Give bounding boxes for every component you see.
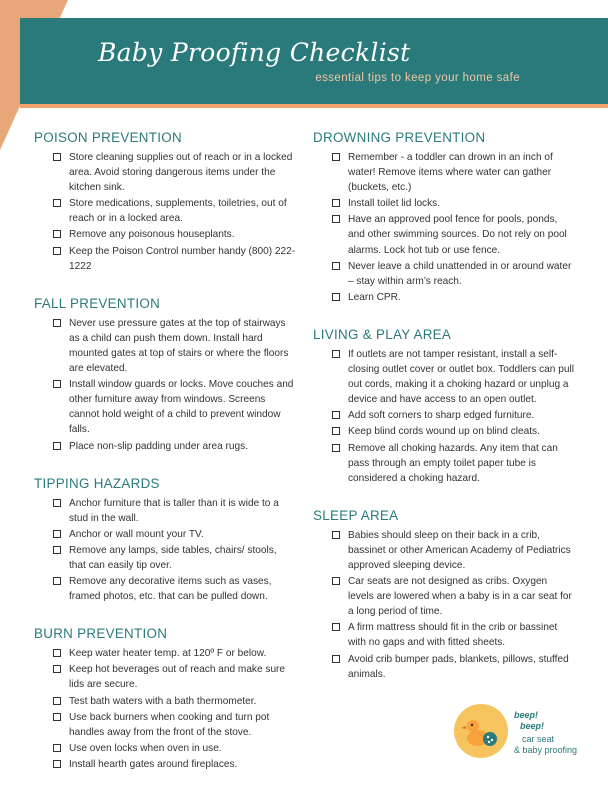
checklist-item-text: Test bath waters with a bath thermometer.: [69, 695, 257, 707]
checklist-item: [34, 439, 296, 454]
section-title: POISON PREVENTION: [34, 130, 182, 145]
checklist-item: [34, 244, 296, 274]
checklist-item-text: Install hearth gates around fireplaces.: [69, 758, 238, 770]
checklist: [34, 150, 296, 274]
checklist-item: [34, 741, 296, 756]
checklist: [34, 316, 296, 454]
checkbox-icon[interactable]: [332, 531, 340, 539]
duck-logo-icon: [454, 704, 508, 758]
checklist-item-text: Place non-slip padding under area rugs.: [69, 440, 249, 452]
checklist-item: [34, 574, 296, 604]
checklist-item: [34, 662, 296, 692]
checklist-item: [34, 543, 296, 573]
checkbox-icon[interactable]: [332, 444, 340, 452]
checkbox-icon[interactable]: [332, 427, 340, 435]
checklist-item: [313, 150, 575, 195]
section-title: LIVING & PLAY AREA: [313, 326, 452, 342]
checkbox-icon[interactable]: [53, 713, 61, 721]
checklist: [313, 150, 575, 305]
checklist-item: [313, 620, 575, 650]
checkbox-icon[interactable]: [332, 153, 340, 161]
logo-baby-proofing-text: & baby proofing: [514, 745, 578, 755]
checklist-item-text: Use oven locks when oven in use.: [69, 742, 222, 754]
section-tipping-hazards: [34, 476, 296, 605]
logo-car-seat-text: car seat: [522, 734, 555, 744]
logo-beep-text: beep!: [520, 721, 545, 731]
section-poison-prevention: [34, 130, 296, 274]
checklist-item-text: A firm mattress should fit in the crib or bassinet with no gaps and with fitted sheets.: [348, 622, 558, 649]
checklist-item-text: Anchor or wall mount your TV.: [69, 528, 204, 540]
section-drowning-prevention: [313, 130, 575, 305]
checklist-item-text: Use back burners when cooking and turn pot handles away from the front of the stove.: [69, 711, 270, 738]
checklist-item-text: Remove any decorative items such as vases, framed photos, etc. that can be pulled down.: [69, 576, 272, 603]
checklist-item-text: Avoid crib bumper pads, blankets, pillows, stuffed animals.: [348, 653, 569, 680]
brand-logo: [454, 704, 594, 760]
checklist-item-text: Keep hot beverages out of reach and make sure lids are secure.: [69, 664, 286, 691]
checklist-item: [34, 694, 296, 709]
checklist-item-text: Remove all choking hazards. Any item that can pass through an empty toilet paper tube is considered a choking hazard.: [348, 442, 558, 484]
checklist-item-text: Install window guards or locks. Move couches and other furniture away from windows. Screens cannot hold weight of a child to prevent window falls.: [69, 379, 294, 436]
checkbox-icon[interactable]: [332, 411, 340, 419]
checkbox-icon[interactable]: [332, 199, 340, 207]
checkbox-icon[interactable]: [53, 153, 61, 161]
checklist-item-text: Remove any poisonous houseplants.: [69, 229, 235, 241]
checklist-item-text: Store medications, supplements, toiletries, out of reach or in a locked area.: [69, 198, 287, 225]
checklist-item: [34, 196, 296, 226]
checkbox-icon[interactable]: [53, 499, 61, 507]
checklist-item-text: Store cleaning supplies out of reach or in a locked area. Avoid storing dangerous items under the kitchen sink.: [69, 152, 293, 194]
left-column: [34, 130, 296, 788]
checklist-item-text: Never use pressure gates at the top of stairways as a child can push them down. Install hard mounted gates at top of stairs or where the floors are elevated.: [69, 317, 289, 375]
section-title: BURN PREVENTION: [34, 626, 168, 642]
checkbox-icon[interactable]: [53, 247, 61, 255]
page-subtitle: essential tips to keep your home safe: [315, 72, 520, 84]
checkbox-icon[interactable]: [53, 665, 61, 673]
section-living-play-area: [313, 327, 575, 486]
page-title: Baby Proofing Checklist: [98, 38, 411, 67]
checkbox-icon[interactable]: [53, 760, 61, 768]
checklist-item-text: Add soft corners to sharp edged furniture.: [348, 410, 535, 422]
checkbox-icon[interactable]: [53, 530, 61, 538]
checklist-item: [34, 377, 296, 437]
checklist-item-text: Anchor furniture that is taller than it is wide to a stud in the wall.: [69, 497, 279, 524]
checklist-item-text: Remember - a toddler can drown in an inch of water! Remove items where water can gather (buckets, etc.): [348, 152, 553, 194]
checkbox-icon[interactable]: [53, 577, 61, 585]
checkbox-icon[interactable]: [332, 655, 340, 663]
checklist-item-text: Never leave a child unattended in or around water – stay within arm’s reach.: [348, 260, 572, 287]
checklist-item-text: Install toilet lid locks.: [348, 198, 441, 210]
checklist-item: [34, 316, 296, 376]
checklist-item-text: Learn CPR.: [348, 291, 401, 303]
checklist-item-text: If outlets are not tamper resistant, install a self-closing outlet cover or outlet box. Toddlers can pull out cords, making it a choking hazard or unplug a device and have access to an open outlet.: [348, 348, 574, 406]
checkbox-icon[interactable]: [332, 262, 340, 270]
checklist: [34, 496, 296, 605]
checklist-item: [313, 424, 575, 439]
checkbox-icon[interactable]: [53, 649, 61, 657]
checklist-item: [313, 652, 575, 682]
section-title: FALL PREVENTION: [34, 295, 161, 311]
checklist-item-text: Keep the Poison Control number handy (800) 222-1222: [69, 245, 296, 272]
checklist-item: [313, 441, 575, 486]
checkbox-icon[interactable]: [53, 744, 61, 752]
checkbox-icon[interactable]: [332, 350, 340, 358]
checklist-item: [34, 710, 296, 740]
header-banner: [20, 18, 608, 104]
checkbox-icon[interactable]: [53, 319, 61, 327]
section-title: TIPPING HAZARDS: [34, 475, 160, 491]
checkbox-icon[interactable]: [53, 380, 61, 388]
checklist-item: [34, 646, 296, 661]
right-column: [313, 130, 575, 704]
checklist-item-text: Keep water heater temp. at 120º F or below.: [69, 648, 267, 660]
header-rule: [20, 104, 608, 108]
checklist-item-text: Have an approved pool fence for pools, ponds, and other swimming sources. Do not rely on pool alarms. Lock hot tub or use fence.: [348, 214, 567, 256]
checklist-item: [34, 227, 296, 242]
checkbox-icon[interactable]: [53, 697, 61, 705]
checklist-item-text: Car seats are not designed as cribs. Oxygen levels are lowered when a baby is in a car seat for a long period of time.: [348, 576, 572, 618]
checkbox-icon[interactable]: [53, 442, 61, 450]
checkbox-icon[interactable]: [332, 215, 340, 223]
checklist-item: [313, 212, 575, 257]
checklist-item: [313, 408, 575, 423]
checklist-item-text: Babies should sleep on their back in a crib, bassinet or other American Academy of Pediatrics approved sleeping device.: [348, 529, 571, 571]
checklist-item: [313, 528, 575, 573]
checklist-item-text: Remove any lamps, side tables, chairs/ stools, that can easily tip over.: [69, 544, 277, 571]
checklist-item: [34, 527, 296, 542]
checklist-item: [34, 150, 296, 195]
section-title: DROWNING PREVENTION: [313, 130, 486, 145]
checkbox-icon[interactable]: [332, 293, 340, 301]
section-fall-prevention: [34, 296, 296, 454]
checklist: [313, 528, 575, 682]
section-burn-prevention: [34, 626, 296, 772]
checklist-item: [313, 290, 575, 305]
checklist-item: [34, 757, 296, 772]
checkbox-icon[interactable]: [332, 623, 340, 631]
checklist-item: [313, 259, 575, 289]
logo-beep-text: beep!: [514, 710, 539, 720]
section-title: SLEEP AREA: [313, 507, 399, 523]
checkbox-icon[interactable]: [332, 577, 340, 585]
checklist-item: [34, 496, 296, 526]
checklist-item: [313, 347, 575, 407]
section-sleep-area: [313, 508, 575, 682]
checkbox-icon[interactable]: [53, 546, 61, 554]
checkbox-icon[interactable]: [53, 230, 61, 238]
checkbox-icon[interactable]: [53, 199, 61, 207]
checklist-item: [313, 574, 575, 619]
checklist-item-text: Keep blind cords wound up on blind cleats.: [348, 426, 540, 438]
checklist: [34, 646, 296, 772]
checklist: [313, 347, 575, 486]
checklist-item: [313, 196, 575, 211]
